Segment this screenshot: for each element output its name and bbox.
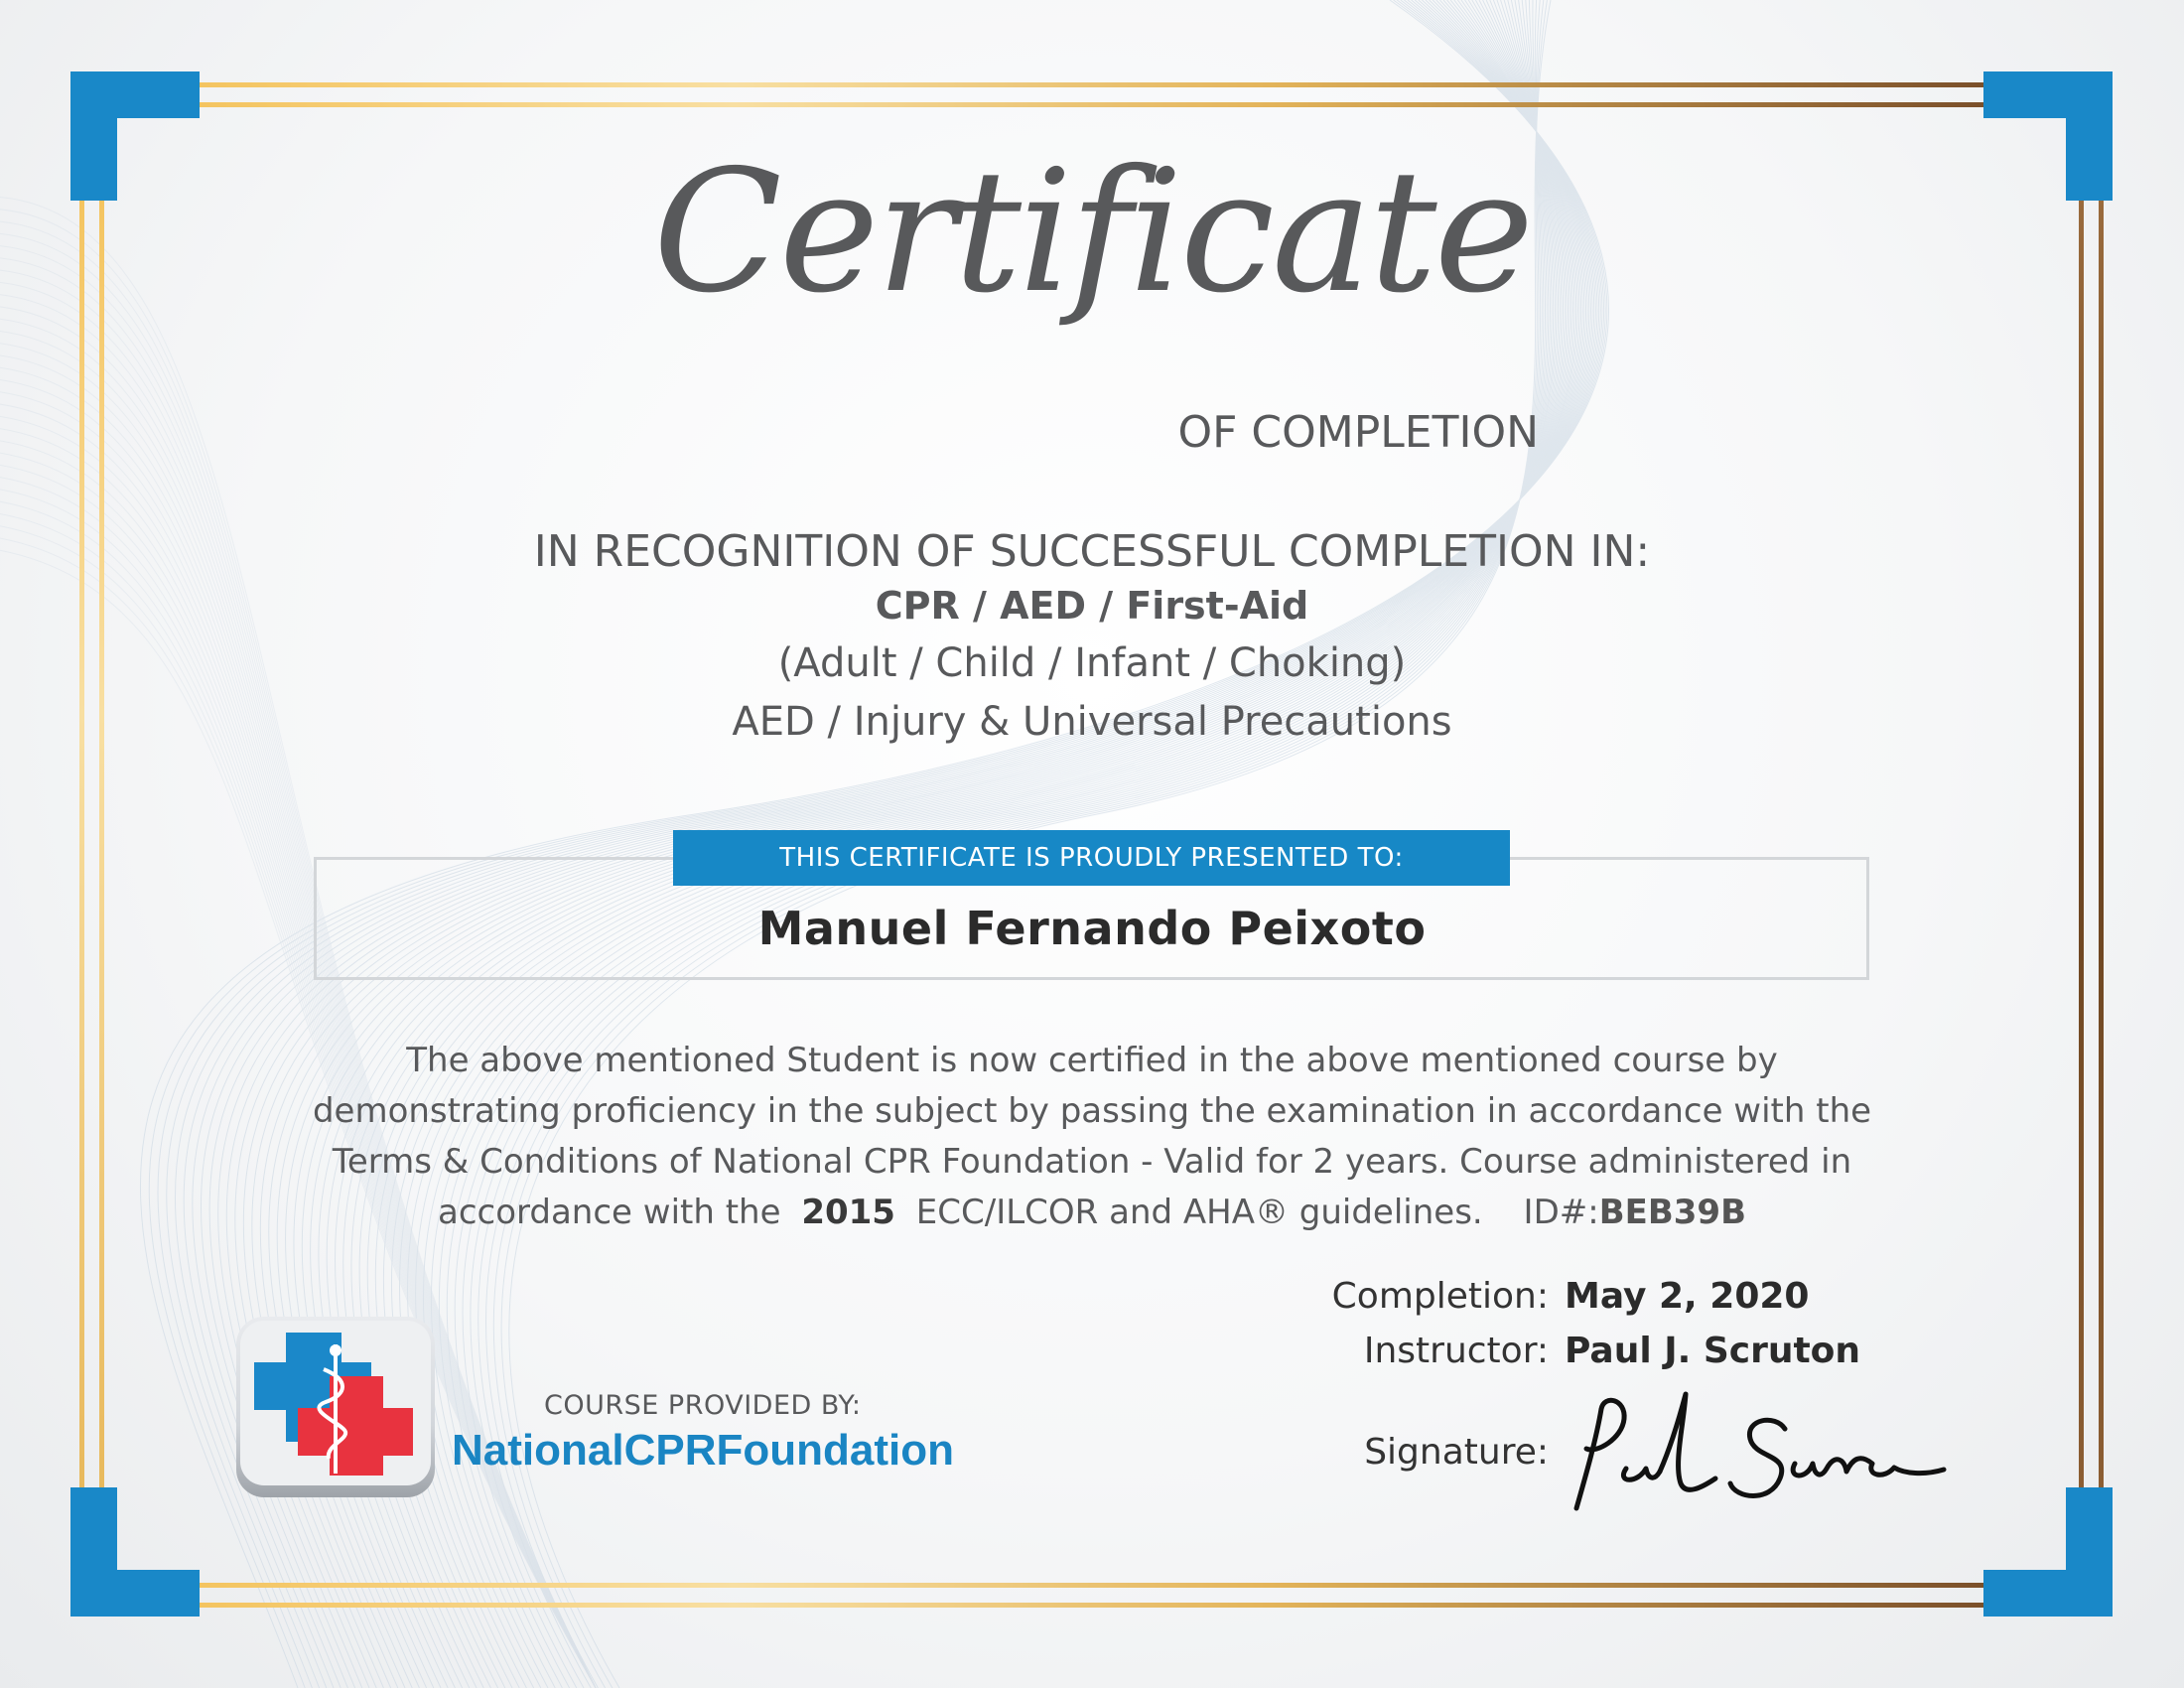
instructor-name: Paul J. Scruton	[1565, 1331, 1861, 1371]
presented-to-banner: THIS CERTIFICATE IS PROUDLY PRESENTED TO:	[673, 830, 1510, 886]
body-line-4-suffix: ECC/ILCOR and AHA® guidelines.	[915, 1193, 1483, 1232]
provider-name: NationalCPRFoundation	[452, 1426, 954, 1475]
instructor-signature	[1557, 1384, 1954, 1523]
certificate-subtitle: OF COMPLETION	[1177, 407, 1539, 458]
certificate-title: Certificate	[652, 134, 1532, 331]
certificate-id: BEB39B	[1598, 1193, 1746, 1232]
signature-label: Signature:	[1364, 1432, 1549, 1473]
corner-top-left-v	[70, 71, 117, 201]
course-name: CPR / AED / First-Aid	[875, 584, 1309, 628]
student-name: Manuel Fernando Peixoto	[757, 902, 1427, 955]
border-left-outer	[79, 199, 84, 1489]
border-right-outer	[2099, 199, 2104, 1489]
corner-top-right-v	[2066, 71, 2113, 201]
instructor-label: Instructor:	[1363, 1331, 1549, 1371]
course-detail-2: AED / Injury & Universal Precautions	[732, 699, 1452, 745]
body-line-2: demonstrating proficiency in the subject by passing the examination in accordance with the	[312, 1091, 1872, 1131]
border-left-inner	[99, 199, 104, 1489]
course-detail-1: (Adult / Child / Infant / Choking)	[777, 640, 1407, 686]
corner-bottom-left-v	[70, 1487, 117, 1617]
provider-label: COURSE PROVIDED BY:	[544, 1390, 862, 1421]
body-line-3: Terms & Conditions of National CPR Foundation - Valid for 2 years. Course administered in	[332, 1142, 1852, 1182]
border-right-inner	[2079, 199, 2084, 1489]
id-label: ID#:	[1523, 1193, 1599, 1232]
completion-date: May 2, 2020	[1565, 1276, 1810, 1317]
border-bottom-inner	[199, 1583, 1985, 1588]
corner-bottom-right-v	[2066, 1487, 2113, 1617]
recognition-heading: IN RECOGNITION OF SUCCESSFUL COMPLETION IN:	[533, 526, 1651, 577]
border-bottom-outer	[199, 1603, 1985, 1608]
border-top-outer	[199, 82, 1985, 87]
guideline-year: 2015	[801, 1193, 895, 1232]
completion-label: Completion:	[1331, 1276, 1549, 1317]
body-line-4-prefix: accordance with the	[437, 1193, 781, 1232]
body-line-1: The above mentioned Student is now certified in the above mentioned course by	[406, 1041, 1778, 1080]
border-top-inner	[199, 102, 1985, 107]
medical-cross-logo-icon	[234, 1315, 437, 1499]
body-line-4	[0, 1193, 2184, 1232]
